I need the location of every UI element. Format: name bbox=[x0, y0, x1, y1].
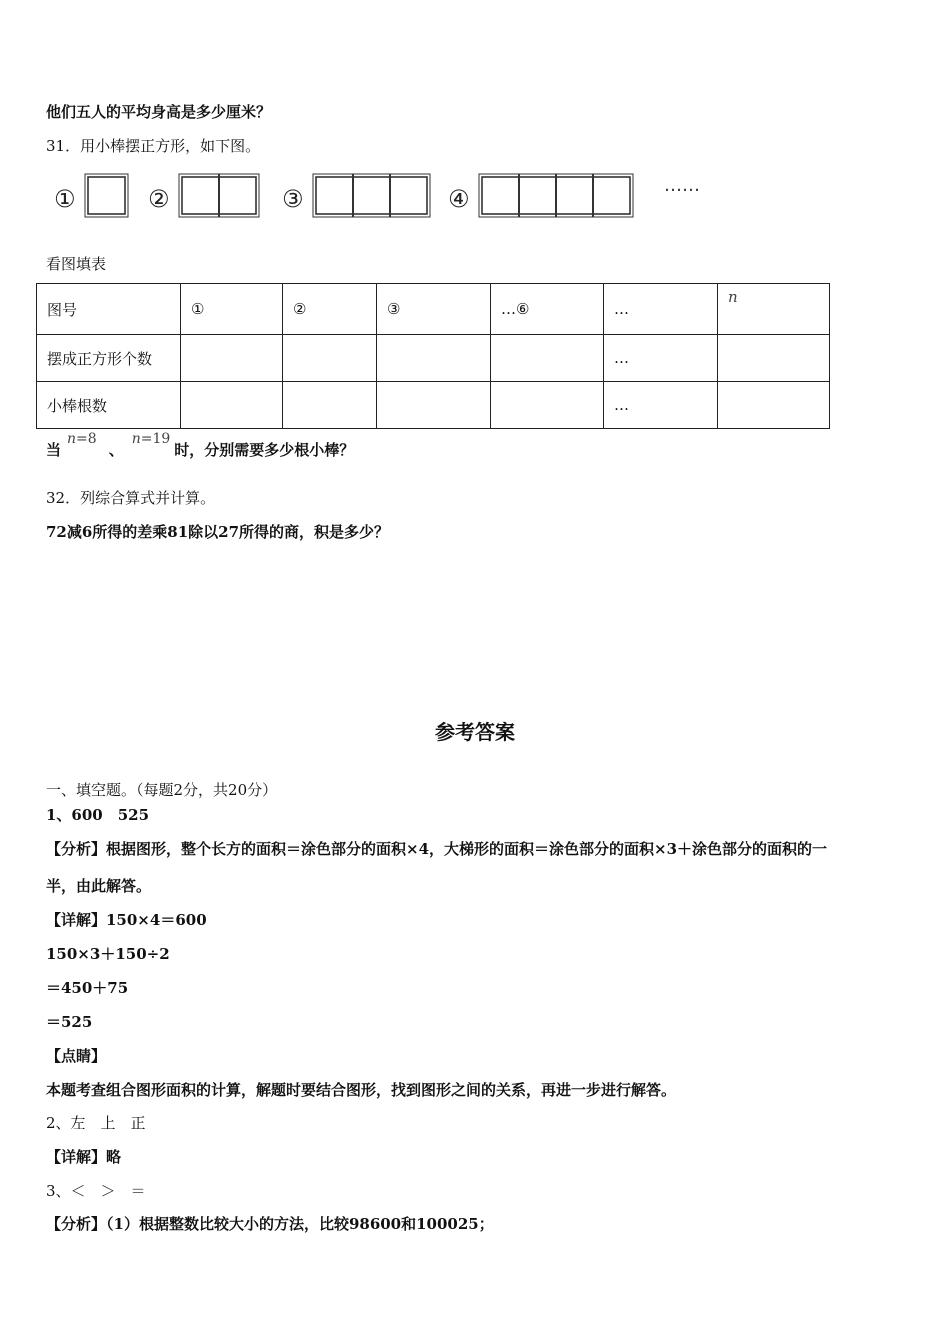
cell-square-count-6[interactable] bbox=[491, 335, 604, 382]
cell-square-count-3[interactable] bbox=[377, 335, 491, 382]
figure-ellipsis: …… bbox=[664, 175, 700, 196]
answer-2-detail: 【详解】略 bbox=[46, 1148, 122, 1166]
stick-count-table bbox=[36, 283, 830, 429]
cell-square-count-2[interactable] bbox=[283, 335, 377, 382]
figure-label-2: ② bbox=[148, 185, 170, 213]
cell-stick-count-1[interactable] bbox=[181, 382, 283, 429]
answers-title: 参考答案 bbox=[435, 720, 515, 744]
answer-1-tip-label: 【点睛】 bbox=[46, 1047, 107, 1065]
cell-header-n: n bbox=[718, 284, 830, 335]
answer-1-calc-3: ＝525 bbox=[46, 1013, 93, 1031]
stick-group-2 bbox=[179, 174, 259, 217]
figure-label-3: ③ bbox=[282, 185, 304, 213]
separator: 、 bbox=[108, 441, 124, 459]
cell-header-6: …⑥ bbox=[491, 284, 604, 335]
stick-group-1 bbox=[85, 174, 128, 217]
answer-1-tip: 本题考查组合图形面积的计算，解题时要结合图形，找到图形之间的关系，再进一步进行解答。 bbox=[46, 1081, 677, 1099]
figure-label-4: ④ bbox=[448, 185, 470, 213]
cell-stick-count-ellipsis: … bbox=[604, 382, 718, 429]
row-label-square-count: 摆成正方形个数 bbox=[37, 335, 181, 382]
q31-followup-question bbox=[46, 431, 355, 470]
stick-group-4 bbox=[479, 174, 633, 217]
answer-1-calc-1: 150×3＋150÷2 bbox=[46, 945, 170, 963]
figure-label-1: ① bbox=[54, 185, 76, 213]
n-equals-8: n=8 bbox=[67, 431, 97, 447]
table-row-stick-count bbox=[37, 382, 830, 429]
cell-stick-count-2[interactable] bbox=[283, 382, 377, 429]
fill-table-instruction: 看图填表 bbox=[46, 255, 107, 273]
table-row-figure-number bbox=[37, 284, 830, 335]
question-prefix: 当 bbox=[46, 441, 62, 459]
answer-1: 1、600 525 bbox=[46, 806, 150, 824]
cell-header-1: ① bbox=[181, 284, 283, 335]
cell-stick-count-6[interactable] bbox=[491, 382, 604, 429]
cell-square-count-ellipsis: … bbox=[604, 335, 718, 382]
answer-2: 2、左 上 正 bbox=[46, 1114, 146, 1132]
stick-squares-figure bbox=[50, 165, 730, 229]
row-label-figure-number: 图号 bbox=[37, 284, 181, 335]
q30-tail-question: 他们五人的平均身高是多少厘米？ bbox=[46, 103, 272, 121]
answer-1-calc-2: ＝450＋75 bbox=[46, 979, 129, 997]
cell-square-count-1[interactable] bbox=[181, 335, 283, 382]
stick-group-3 bbox=[313, 174, 430, 217]
answer-3-analysis: 【分析】（1）根据整数比较大小的方法，比较98600和100025； bbox=[46, 1215, 494, 1233]
cell-stick-count-n[interactable] bbox=[718, 382, 830, 429]
table-row-square-count bbox=[37, 335, 830, 382]
answer-1-analysis-line1: 【分析】根据图形，整个长方的面积＝涂色部分的面积×4，大梯形的面积＝涂色部分的面积×3＋涂色部分的面积的一 bbox=[46, 840, 828, 858]
q31-title: 31．用小棒摆正方形，如下图。 bbox=[46, 137, 261, 155]
row-label-stick-count: 小棒根数 bbox=[37, 382, 181, 429]
cell-header-3: ③ bbox=[377, 284, 491, 335]
question-suffix: 时，分别需要多少根小棒？ bbox=[174, 441, 355, 459]
n-equals-19: n=19 bbox=[131, 431, 171, 447]
cell-stick-count-3[interactable] bbox=[377, 382, 491, 429]
answer-1-analysis-line2: 半，由此解答。 bbox=[46, 877, 152, 895]
cell-header-2: ② bbox=[283, 284, 377, 335]
answer-1-detail: 【详解】150×4＝600 bbox=[46, 911, 207, 929]
section1-heading: 一、填空题。（每题2分，共20分） bbox=[46, 781, 278, 799]
q32-title: 32．列综合算式并计算。 bbox=[46, 489, 216, 507]
cell-header-ellipsis: … bbox=[604, 284, 718, 335]
cell-square-count-n[interactable] bbox=[718, 335, 830, 382]
q32-text: 72减6所得的差乘81除以27所得的商，积是多少？ bbox=[46, 523, 390, 541]
answer-3: 3、＜ ＞ ＝ bbox=[46, 1182, 146, 1200]
